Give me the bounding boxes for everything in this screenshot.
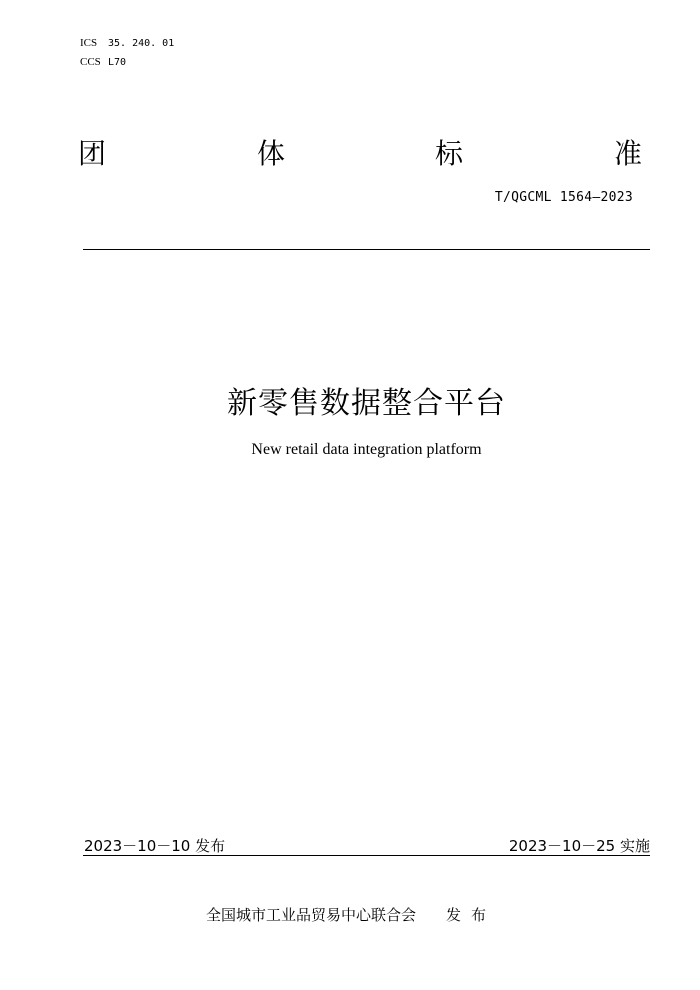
standard-type-char-4: 准: [614, 137, 643, 170]
standard-type-char-1: 团: [78, 137, 107, 170]
standard-type-char-3: 标: [435, 137, 464, 170]
standard-type-heading: [78, 134, 644, 174]
ics-row: [80, 34, 174, 53]
ics-value: 35. 240. 01: [108, 38, 175, 49]
ccs-value: L70: [108, 57, 127, 68]
standard-type-char-2: 体: [257, 137, 286, 170]
publisher-line: [206, 904, 496, 925]
release-date: 2023－10－10 发布: [84, 837, 226, 855]
document-title-english: New retail data integration platform: [251, 441, 482, 458]
standard-number: T/QGCML 1564—2023: [494, 190, 633, 205]
classification-codes: [80, 34, 174, 72]
document-title-chinese: 新零售数据整合平台: [227, 386, 506, 421]
header-divider: [83, 249, 650, 250]
ics-label: ICS: [80, 37, 98, 49]
footer-divider: [83, 855, 650, 856]
implementation-date: 2023－10－25 实施: [508, 837, 650, 855]
ccs-label: CCS: [80, 56, 101, 68]
ccs-row: [80, 53, 174, 72]
publisher-name: 全国城市工业品贸易中心联合会: [206, 906, 417, 924]
publisher-action: 发布: [446, 906, 497, 924]
